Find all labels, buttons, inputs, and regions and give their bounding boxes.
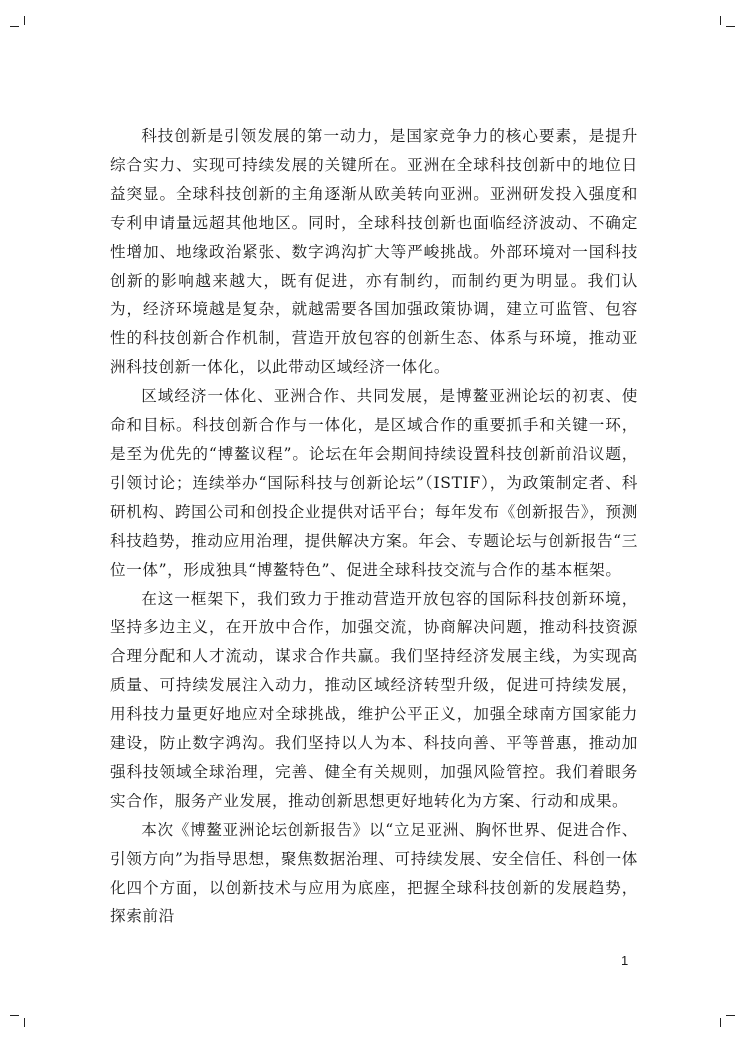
crop-mark-bottom-right [716, 1015, 726, 1025]
paragraph-4: 本次《博鳌亚洲论坛创新报告》以“立足亚洲、胸怀世界、促进合作、引领方向”为指导思想，聚焦数据治理、可持续发展、安全信任、科创一体化四个方面，以创新技术与应用为底座，把握全球科技创新的发展趋势，探索前沿 [110, 820, 638, 926]
paragraph-1: 科技创新是引领发展的第一动力，是国家竞争力的核心要素，是提升综合实力、实现可持续发展的关键所在。亚洲在全球科技创新中的地位日益突显。全球科技创新的主角逐渐从欧美转向亚洲。亚洲研发投入强度和专利申请量远超其他地区。同时，全球科技创新也面临经济波动、不确定性增加、地缘政治紧张、数字鸿沟扩大等严峻挑战。外部环境对一国科技创新的影响越来越大，既有促进，亦有制约，而制约更为明显。我们认为，经济环境越是复杂，就越需要各国加强政策协调，建立可监管、包容性的科技创新合作机制，营造开放包容的创新生态、体系与环境，推动亚洲科技创新一体化，以此带动区域经济一体化。 [110, 127, 638, 377]
paragraph-3: 在这一框架下，我们致力于推动营造开放包容的国际科技创新环境，坚持多边主义，在开放中合作，加强交流，协商解决问题，推动科技资源合理分配和人才流动，谋求合作共赢。我们坚持经济发展主线，为实现高质量、可持续发展注入动力，推动区域经济转型升级，促进可持续发展，用科技力量更好地应对全球挑战，维护公平正义，加强全球南方国家能力建设，防止数字鸿沟。我们坚持以人为本、科技向善、平等普惠，推动加强科技领域全球治理，完善、健全有关规则，加强风险管控。我们着眼务实合作，服务产业发展，推动创新思想更好地转化为方案、行动和成果。 [110, 589, 638, 810]
crop-mark-bottom-left [10, 1015, 20, 1025]
paragraph-2: 区域经济一体化、亚洲合作、共同发展，是博鳌亚洲论坛的初衷、使命和目标。科技创新合作与一体化，是区域合作的重要抓手和关键一环，是至为优先的“博鳌议程”。论坛在年会期间持续设置科技创新前沿议题，引领讨论；连续举办“国际科技与创新论坛”（ISTIF），为政策制定者、科研机构、跨国公司和创投企业提供对话平台；每年发布《创新报告》，预测科技趋势，推动应用治理，提供解决方案。年会、专题论坛与创新报告“三位一体”，形成独具“博鳌特色”、促进全球科技交流与合作的基本框架。 [110, 387, 638, 579]
crop-mark-top-left [10, 16, 20, 26]
body-text [110, 122, 638, 931]
crop-mark-top-right [716, 16, 726, 26]
page-number: 1 [621, 953, 629, 968]
